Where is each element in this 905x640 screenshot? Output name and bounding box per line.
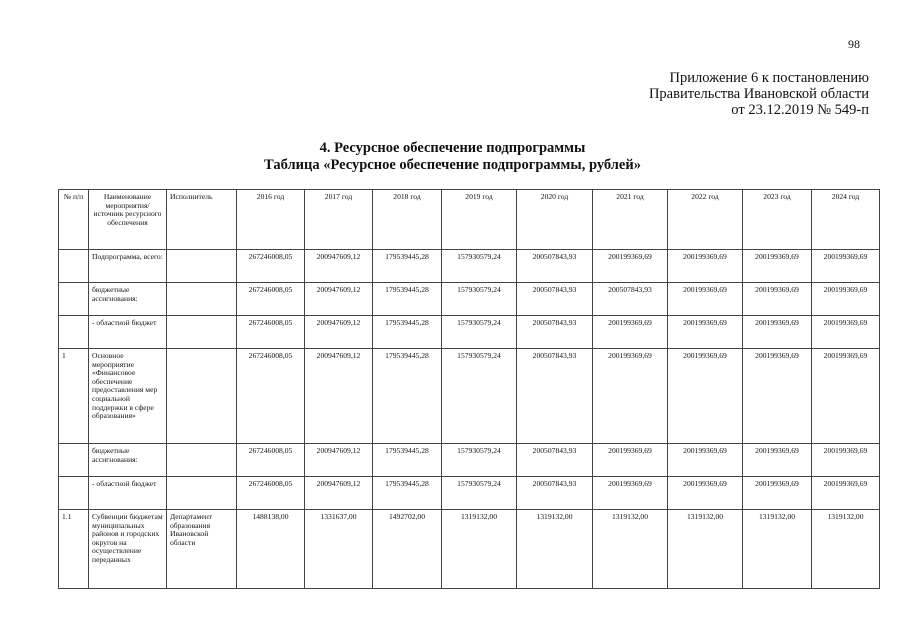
appendix-line-1: Приложение 6 к постановлению xyxy=(669,70,869,86)
row-value: 1488138,00 xyxy=(237,510,305,589)
row-value: 267246008,05 xyxy=(237,283,305,316)
row-value: 157930579,24 xyxy=(442,250,517,283)
row-index xyxy=(59,477,89,510)
header-year: 2018 год xyxy=(373,190,442,250)
row-value: 179539445,28 xyxy=(373,349,442,444)
row-index: 1 xyxy=(59,349,89,444)
row-name: бюджетные ассигнования: xyxy=(89,444,167,477)
row-executor xyxy=(167,250,237,283)
row-value: 179539445,28 xyxy=(373,444,442,477)
row-value: 200199369,69 xyxy=(743,283,812,316)
row-value: 179539445,28 xyxy=(373,250,442,283)
table-row xyxy=(59,444,880,477)
row-value: 1331637,00 xyxy=(305,510,373,589)
row-index xyxy=(59,444,89,477)
document-titles xyxy=(0,140,905,174)
row-value: 200199369,69 xyxy=(812,349,880,444)
row-value: 200199369,69 xyxy=(812,316,880,349)
row-value: 200199369,69 xyxy=(743,250,812,283)
row-name: - областной бюджет xyxy=(89,477,167,510)
row-value: 200199369,69 xyxy=(593,477,668,510)
page-number: 98 xyxy=(848,37,860,51)
row-executor xyxy=(167,316,237,349)
row-name: Подпрограмма, всего: xyxy=(89,250,167,283)
row-name: - областной бюджет xyxy=(89,316,167,349)
row-value: 200947609,12 xyxy=(305,250,373,283)
row-value: 200199369,69 xyxy=(812,283,880,316)
table-row xyxy=(59,349,880,444)
row-index xyxy=(59,250,89,283)
row-value: 200199369,69 xyxy=(593,250,668,283)
row-value: 200199369,69 xyxy=(743,477,812,510)
table-row xyxy=(59,316,880,349)
row-value: 200947609,12 xyxy=(305,444,373,477)
header-year: 2020 год xyxy=(517,190,593,250)
row-executor xyxy=(167,477,237,510)
row-value: 200507843,93 xyxy=(517,444,593,477)
row-value: 179539445,28 xyxy=(373,477,442,510)
row-index xyxy=(59,316,89,349)
row-executor xyxy=(167,444,237,477)
row-value: 200947609,12 xyxy=(305,316,373,349)
row-value: 200199369,69 xyxy=(743,316,812,349)
row-value: 200199369,69 xyxy=(743,349,812,444)
header-year: 2019 год xyxy=(442,190,517,250)
row-value: 1319132,00 xyxy=(668,510,743,589)
row-value: 267246008,05 xyxy=(237,444,305,477)
row-value: 1492702,00 xyxy=(373,510,442,589)
row-value: 200199369,69 xyxy=(668,316,743,349)
row-value: 200507843,93 xyxy=(593,283,668,316)
section-title: 4. Ресурсное обеспечение подпрограммы xyxy=(319,140,586,156)
row-value: 200199369,69 xyxy=(593,444,668,477)
row-value: 200507843,93 xyxy=(517,250,593,283)
row-value: 157930579,24 xyxy=(442,283,517,316)
table-header-row xyxy=(59,190,880,250)
row-value: 200199369,69 xyxy=(593,349,668,444)
row-value: 200199369,69 xyxy=(812,250,880,283)
row-value: 157930579,24 xyxy=(442,316,517,349)
table-title: Таблица «Ресурсное обеспечение подпрограммы, рублей» xyxy=(264,157,641,173)
row-value: 179539445,28 xyxy=(373,283,442,316)
row-value: 267246008,05 xyxy=(237,250,305,283)
appendix-line-2: Правительства Ивановской области xyxy=(648,86,869,102)
row-value: 200199369,69 xyxy=(668,444,743,477)
header-executor: Исполнитель xyxy=(167,190,237,250)
row-value: 200199369,69 xyxy=(668,250,743,283)
row-executor xyxy=(167,283,237,316)
row-value: 200507843,93 xyxy=(517,477,593,510)
row-value: 200199369,69 xyxy=(668,349,743,444)
row-value: 200947609,12 xyxy=(305,349,373,444)
row-value: 200507843,93 xyxy=(517,349,593,444)
header-year: 2017 год xyxy=(305,190,373,250)
header-year: 2022 год xyxy=(668,190,743,250)
row-value: 157930579,24 xyxy=(442,444,517,477)
appendix-header xyxy=(649,70,869,118)
row-value: 267246008,05 xyxy=(237,349,305,444)
header-year: 2016 год xyxy=(237,190,305,250)
row-value: 1319132,00 xyxy=(517,510,593,589)
row-executor xyxy=(167,349,237,444)
header-year: 2021 год xyxy=(593,190,668,250)
row-executor: Департамент образования Ивановской области xyxy=(167,510,237,589)
table-row xyxy=(59,510,880,589)
row-value: 200199369,69 xyxy=(668,283,743,316)
row-value: 267246008,05 xyxy=(237,316,305,349)
row-value: 1319132,00 xyxy=(743,510,812,589)
row-value: 200507843,93 xyxy=(517,283,593,316)
appendix-line-3: от 23.12.2019 № 549-п xyxy=(731,102,869,118)
row-name: Субвенции бюджетам муниципальных районов и городских округов на осуществление переданных xyxy=(89,510,167,589)
row-value: 200507843,93 xyxy=(517,316,593,349)
row-index xyxy=(59,283,89,316)
row-value: 157930579,24 xyxy=(442,477,517,510)
resource-table xyxy=(58,189,880,589)
row-value: 200947609,12 xyxy=(305,283,373,316)
row-index: 1.1 xyxy=(59,510,89,589)
header-year: 2023 год xyxy=(743,190,812,250)
row-value: 200199369,69 xyxy=(668,477,743,510)
header-year: 2024 год xyxy=(812,190,880,250)
row-name: бюджетные ассигнования: xyxy=(89,283,167,316)
row-value: 1319132,00 xyxy=(812,510,880,589)
header-name: Наименование мероприятия/ источник ресурсного обеспечения xyxy=(89,190,167,250)
row-value: 179539445,28 xyxy=(373,316,442,349)
row-value: 200199369,69 xyxy=(812,444,880,477)
row-value: 1319132,00 xyxy=(593,510,668,589)
row-value: 200199369,69 xyxy=(593,316,668,349)
row-value: 200199369,69 xyxy=(812,477,880,510)
row-value: 200199369,69 xyxy=(743,444,812,477)
table-row xyxy=(59,477,880,510)
header-num: № п/п xyxy=(59,190,89,250)
row-value: 157930579,24 xyxy=(442,349,517,444)
row-value: 200947609,12 xyxy=(305,477,373,510)
table-row xyxy=(59,283,880,316)
row-value: 267246008,05 xyxy=(237,477,305,510)
row-value: 1319132,00 xyxy=(442,510,517,589)
table-row xyxy=(59,250,880,283)
row-name: Основное мероприятие «Финансовое обеспечение предоставления мер социальной поддержки в сфере образования» xyxy=(89,349,167,444)
